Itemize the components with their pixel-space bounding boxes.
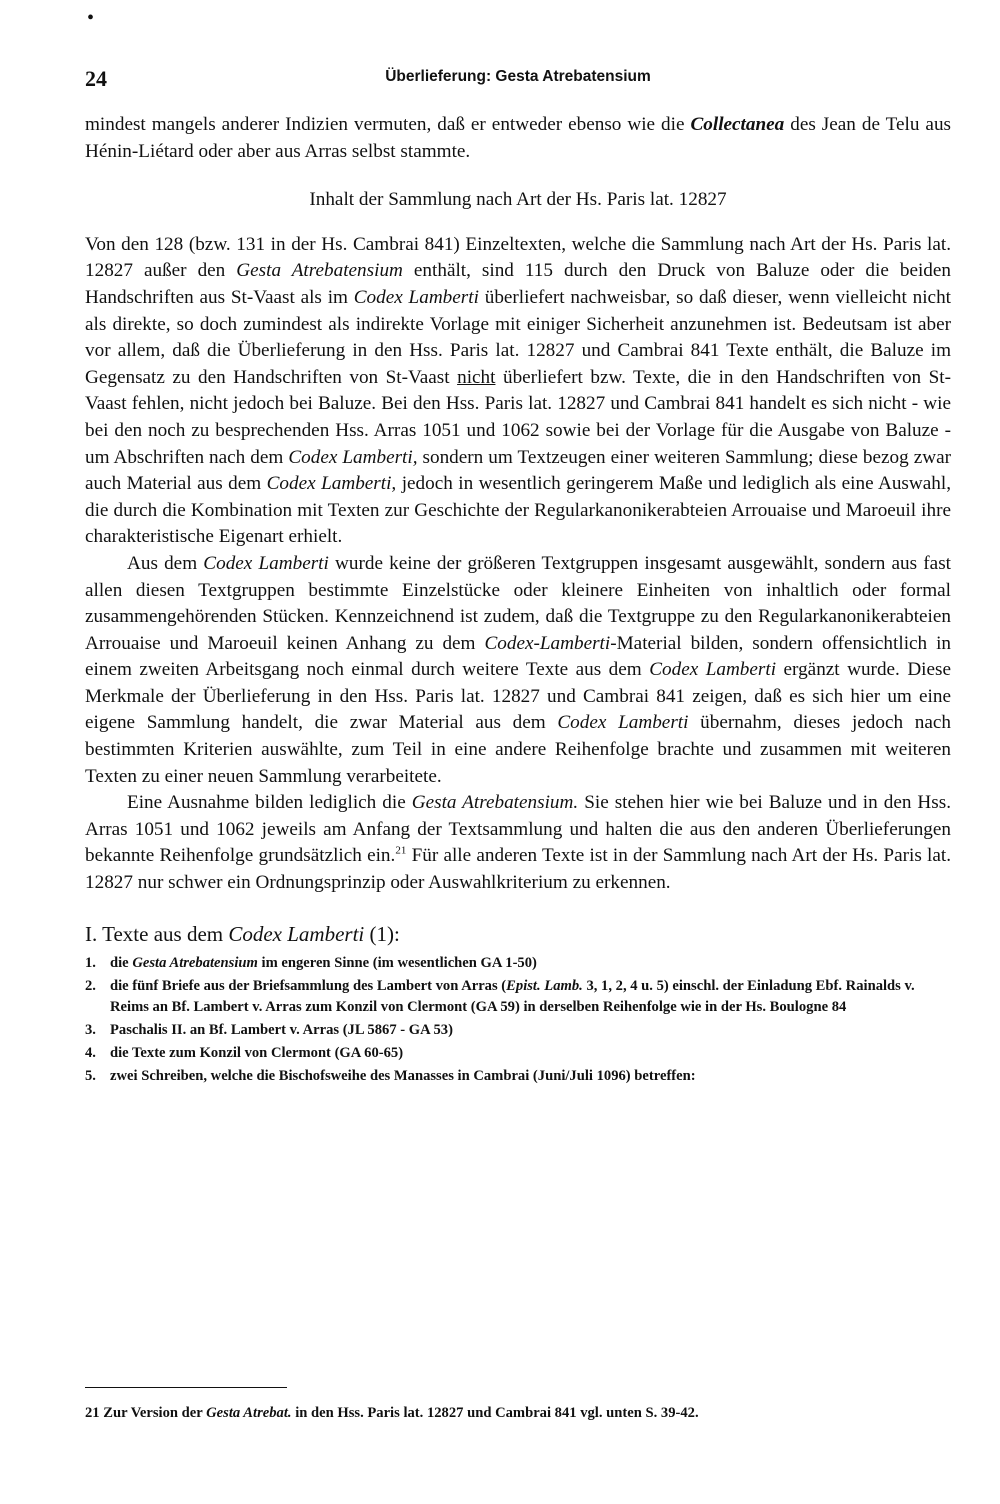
page-header: [85, 66, 951, 92]
text-run: in den Hss. Paris lat. 12827 und Cambrai 841 vgl. unten S. 39-42.: [295, 1405, 699, 1421]
margin-dot: •: [87, 7, 95, 29]
list-item: [85, 1043, 951, 1064]
italic-title: Gesta Atrebat.: [206, 1405, 292, 1421]
main-text: [85, 112, 951, 1089]
item-number: 3.: [85, 1022, 96, 1039]
item-number: 1.: [85, 955, 96, 972]
italic-title: Codex Lamberti,: [266, 473, 397, 495]
running-head: Überlieferung: Gesta Atrebatensium: [385, 68, 651, 85]
text-run: -Material bilden, sondern offensichtlich in einem zweiten Arbeitsgang noch einmal durch weitere Texte aus dem: [85, 632, 952, 681]
footnote-divider: [85, 1387, 287, 1388]
text-run: Eine Ausnahme bilden lediglich die: [127, 792, 406, 814]
text-list: [85, 953, 951, 1087]
italic-title: Codex Lamberti: [353, 286, 479, 308]
item-text: die Gesta Atrebatensium im engeren Sinne (im wesentlichen GA 1-50): [110, 955, 537, 972]
text-run: sondern um Textzeugen einer weiteren Sammlung; diese bezog zwar auch Material aus dem: [85, 446, 952, 495]
item-text: Paschalis II. an Bf. Lambert v. Arras (JL 5867 - GA 53): [110, 1022, 453, 1039]
italic-title: Codex Lamberti: [203, 552, 329, 574]
text-run: Zur Version der: [103, 1405, 203, 1421]
italic-title: Codex Lamberti: [557, 712, 689, 734]
section-title: Inhalt der Sammlung nach Art der Hs. Paris lat. 12827: [309, 189, 727, 211]
italic-title: Codex Lamberti,: [288, 446, 418, 468]
text-run: wurde keine der größeren Textgruppen insgesamt ausgewählt, sondern aus fast allen diesen Textgruppen bestimmte Einzelstücke oder kleinere Einheiten von inhaltlich oder formal zusammengehörenden Stücken. Kennzeichnend ist zudem, daß die Textgruppe zu den Regularkanonikerabteien Arrouaise und Maroeuil keinen Anhang zu dem: [85, 552, 951, 654]
list-item: [85, 1020, 951, 1041]
footnote-number: 21: [85, 1405, 100, 1421]
text-run: jedoch in wesentlich geringerem Maße und lediglich als eine Auswahl, die durch die Kombination mit Texten zur Geschichte der Regularkanonikerabteien Arrouaise und Maroeuil ihre charakteristische Eigenart erhielt.: [85, 473, 951, 548]
text-run: mindest mangels anderer Indizien vermuten, daß er entweder ebenso wie die: [85, 114, 685, 135]
text-run: enthält, sind 115 durch den Druck von Baluze oder die beiden Handschriften aus St-Vaast als im: [85, 260, 952, 308]
italic-title: Collectanea: [690, 114, 785, 135]
text-run: überliefert nachweisbar, so daß dieser, wenn vielleicht nicht als direkte, so doch zumindest als indirekte Vorlage mit einiger Sicherheit anzunehmen ist. Bedeutsam ist aber vor allem, daß die Überlieferung in den Hss. Paris lat. 12827 und Cambrai 841 Texte enthält, die Baluze im Gegensatz zu den Handschriften von St-Vaast: [85, 286, 951, 388]
item-number: 5.: [85, 1068, 96, 1085]
text-run: I. Texte aus dem: [85, 921, 224, 946]
footnote: [85, 1403, 951, 1423]
paragraph-2: [85, 551, 951, 790]
text-run: Von den 128 (bzw. 131 in der Hs. Cambrai 841) Einzeltexten, welche die Sammlung nach Art der Hs. Paris lat. 12827 außer den: [85, 233, 951, 282]
intro-paragraph: [85, 112, 951, 165]
list-item: [85, 976, 951, 1018]
item-number: 4.: [85, 1045, 96, 1062]
page-number: 24: [85, 66, 107, 91]
item-number: 2.: [85, 978, 96, 995]
italic-title: Codex Lamberti: [228, 921, 365, 946]
text-run: überliefert bzw. Texte, die in den Handschriften von St-Vaast fehlen, nicht jedoch bei Baluze. Bei den Hss. Paris lat. 12827 und Cambrai 841 handelt es sich nicht - wie bei den noch zu besprechenden Hss. Arras 1051 und 1062 sowie bei der Vorlage für die Ausgabe von Baluze - um Abschriften nach dem: [85, 366, 952, 468]
footnote-ref[interactable]: 21: [395, 845, 407, 858]
item-text: die Texte zum Konzil von Clermont (GA 60-65): [110, 1045, 404, 1062]
text-run: übernahm, dieses jedoch nach bestimmten Kriterien auswählte, zum Teil in eine andere Reihenfolge brachte und zusammen mit weiteren Texten zu einer neuen Sammlung verarbeitete.: [85, 712, 952, 787]
italic-title: Gesta Atrebatensium.: [411, 792, 579, 814]
text-run: Sie stehen hier wie bei Baluze und in den Hss. Arras 1051 und 1062 jeweils am Anfang der Textsammlung und halten die aus den anderen Überlieferungen bekannte Reihenfolge grundsätzlich ein.: [85, 792, 952, 867]
list-item: [85, 1066, 951, 1087]
italic-title: Gesta Atrebatensium: [236, 260, 403, 282]
item-text: die fünf Briefe aus der Briefsammlung des Lambert von Arras (Epist. Lamb. 3, 1, 2, 4 u. 5) einschl. der Einladung Ebf. Rainalds v. Reims an Bf. Lambert v. Arras zum Konzil von Clermont (GA 59) in derselben Reihenfolge wie in der Hs. Boulogne 84: [110, 978, 915, 1016]
italic-title: Codex-Lamberti: [484, 632, 611, 654]
text-run: Für alle anderen Texte ist in der Sammlung nach Art der Hs. Paris lat. 12827 nur schwer ein Ordnungsprinzip oder Auswahlkriterium zu erkennen.: [85, 845, 951, 894]
text-run: (1):: [369, 921, 400, 946]
item-text: zwei Schreiben, welche die Bischofsweihe des Manasses in Cambrai (Juni/Juli 1096) betreffen:: [110, 1068, 696, 1085]
book-page: [85, 0, 951, 1504]
text-run: Aus dem: [127, 552, 198, 574]
paragraph-3: [85, 790, 951, 896]
paragraph-1: [85, 232, 951, 551]
text-run: ergänzt wurde. Diese Merkmale der Überlieferung in den Hss. Paris lat. 12827 und Cambrai 841 zeigen, daß es sich hier um eine eigene Sammlung handelt, die zwar Material aus dem: [85, 659, 952, 734]
list-heading: [85, 921, 951, 948]
underlined-word: nicht: [457, 366, 496, 388]
text-run: des Jean de Telu aus Hénin-Liétard oder aber aus Arras selbst stammte.: [85, 114, 951, 162]
italic-title: Codex Lamberti: [649, 659, 777, 681]
list-item: [85, 953, 951, 974]
